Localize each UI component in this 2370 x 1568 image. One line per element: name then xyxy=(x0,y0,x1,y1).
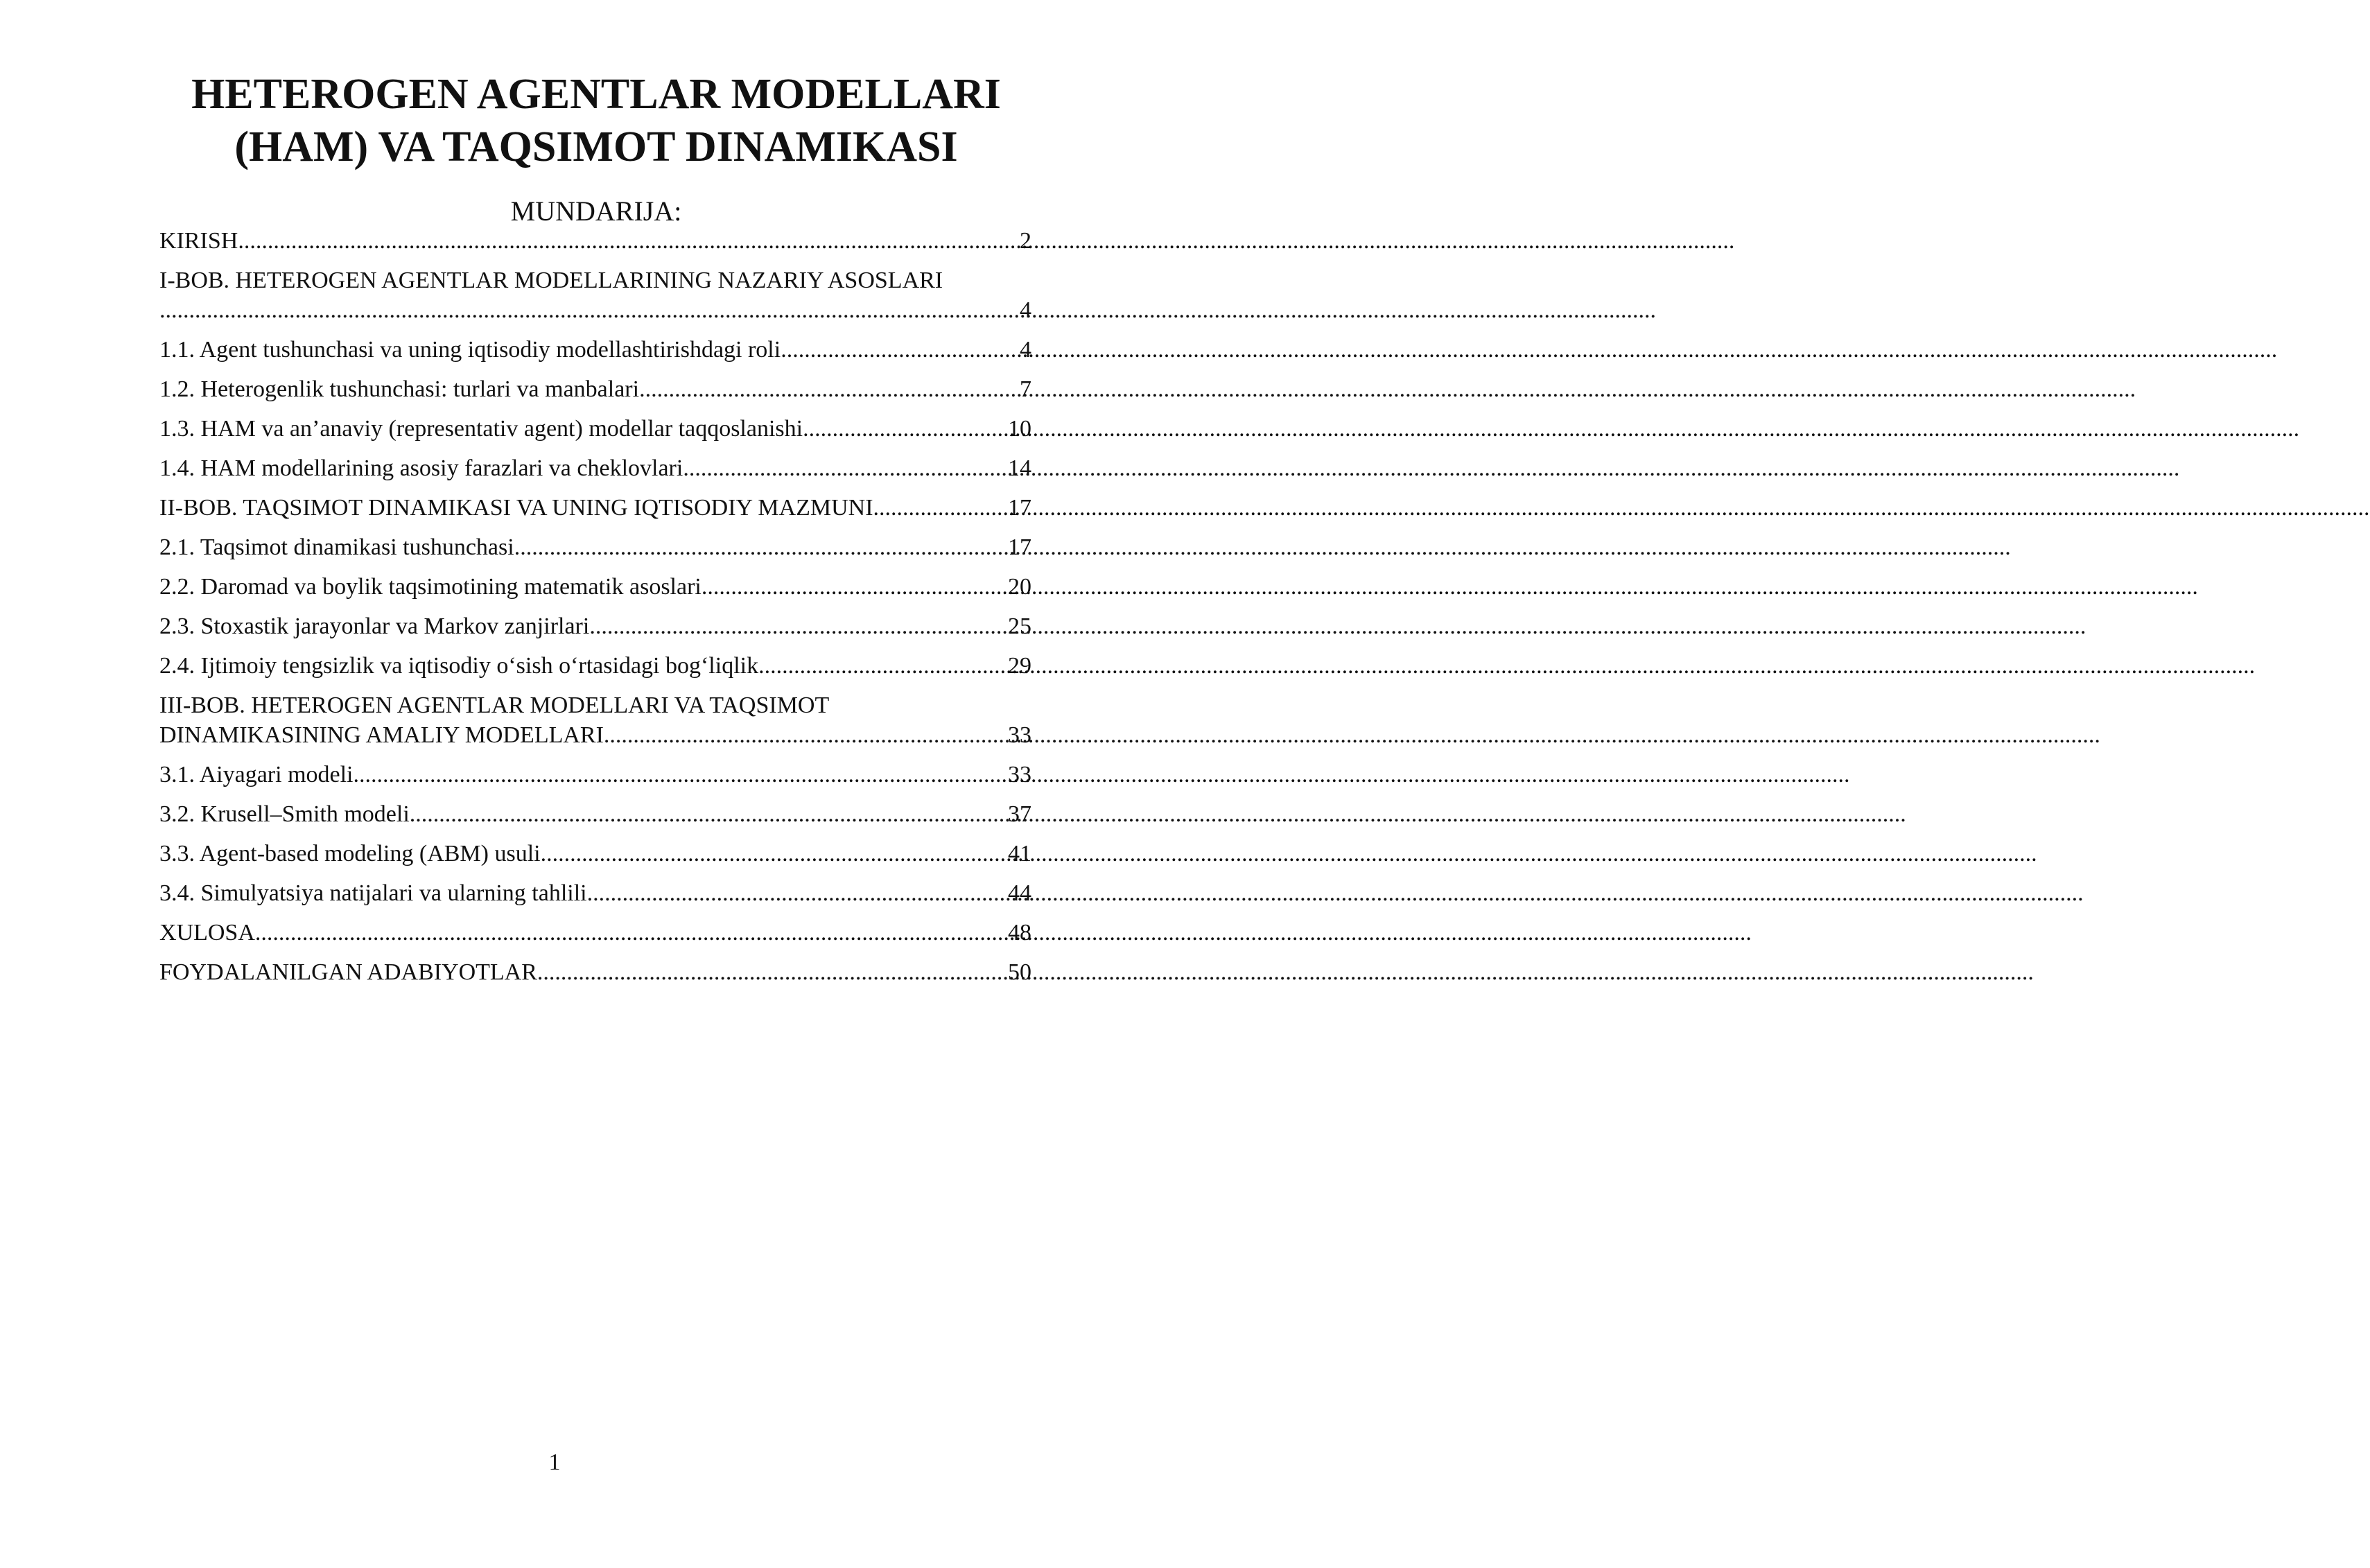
toc-entry-label: 2.4. Ijtimoiy tengsizlik va iqtisodiy o‘sish o‘rtasidagi bog‘liqlik xyxy=(159,653,759,679)
toc-entry-label: 1.4. HAM modellarining asosiy farazlari va cheklovlari xyxy=(159,455,683,481)
toc-dot-leader xyxy=(410,799,1007,829)
toc-entry-3-2[interactable] xyxy=(159,799,1031,829)
toc-entry-page: 4 xyxy=(1020,337,1031,363)
toc-entry-label: 2.2. Daromad va boylik taqsimotining matematik asoslari xyxy=(159,574,702,600)
toc-entry-chapter-2[interactable] xyxy=(159,493,1031,523)
toc-dot-leader xyxy=(541,839,1007,869)
toc-dot-leader xyxy=(702,572,1007,602)
toc-entry-page: 17 xyxy=(1008,495,1031,521)
toc-entry-2-2[interactable] xyxy=(159,572,1031,602)
toc-entry-chapter-1[interactable] xyxy=(159,265,1031,325)
toc-entry-label: 3.1. Aiyagari modeli xyxy=(159,762,354,787)
toc-dot-leader xyxy=(781,335,1018,365)
toc-entry-label: 1.3. HAM va an’anaviy (representativ agent) modellar taqqoslanishi xyxy=(159,416,803,442)
toc-entry-label: II-BOB. TAQSIMOT DINAMIKASI VA UNING IQTISODIY MAZMUNI xyxy=(159,495,873,521)
toc-entry-label: 2.3. Stoxastik jarayonlar va Markov zanjirlari xyxy=(159,613,590,639)
toc-entry-kirish[interactable] xyxy=(159,226,1031,256)
table-of-contents xyxy=(159,226,1031,997)
toc-entry-2-3[interactable] xyxy=(159,611,1031,641)
title-line-2: (HAM) VA TAQSIMOT DINAMIKASI xyxy=(234,123,958,171)
toc-entry-page: 10 xyxy=(1008,416,1031,442)
toc-entry-2-1[interactable] xyxy=(159,532,1031,562)
toc-entry-label: 1.1. Agent tushunchasi va uning iqtisodiy modellashtirishdagi roli xyxy=(159,337,781,363)
toc-dot-leader xyxy=(159,295,1018,325)
toc-entry-page: 29 xyxy=(1008,653,1031,679)
toc-entry-page: 2 xyxy=(1020,228,1031,254)
toc-entry-label: I-BOB. HETEROGEN AGENTLAR MODELLARINING NAZARIY ASOSLARI xyxy=(159,268,943,293)
toc-entry-label-line-2: DINAMIKASINING AMALIY MODELLARI xyxy=(159,722,604,748)
toc-entry-page: 41 xyxy=(1008,841,1031,866)
title-line-1: HETEROGEN AGENTLAR MODELLARI xyxy=(191,71,1001,118)
toc-entry-page: 14 xyxy=(1008,455,1031,481)
toc-entry-1-1[interactable] xyxy=(159,335,1031,365)
toc-dot-leader xyxy=(537,957,1007,987)
toc-dot-leader xyxy=(803,414,1007,444)
toc-entry-label: KIRISH xyxy=(159,228,238,254)
toc-dot-leader xyxy=(604,720,1007,750)
toc-entry-chapter-3[interactable] xyxy=(159,690,1031,750)
toc-entry-page: 48 xyxy=(1008,920,1031,946)
toc-entry-label: 3.3. Agent-based modeling (ABM) usuli xyxy=(159,841,541,866)
toc-entry-xulosa[interactable] xyxy=(159,918,1031,948)
toc-entry-label: 3.4. Simulyatsiya natijalari va ularning tahlili xyxy=(159,880,587,906)
toc-entry-page: 37 xyxy=(1008,801,1031,827)
toc-entry-label: 1.2. Heterogenlik tushunchasi: turlari va manbalari xyxy=(159,376,640,402)
toc-entry-label: XULOSA xyxy=(159,920,255,946)
toc-dot-leader xyxy=(639,374,1018,404)
toc-dot-leader xyxy=(587,878,1007,908)
toc-entry-3-3[interactable] xyxy=(159,839,1031,869)
toc-dot-leader xyxy=(758,651,1007,681)
toc-entry-label: 2.1. Taqsimot dinamikasi tushunchasi xyxy=(159,534,514,560)
toc-entry-3-4[interactable] xyxy=(159,878,1031,908)
toc-dot-leader xyxy=(255,918,1007,948)
toc-entry-page: 33 xyxy=(1008,722,1031,748)
document-page xyxy=(0,0,1109,1568)
toc-dot-leader xyxy=(514,532,1007,562)
toc-entry-page: 4 xyxy=(1020,297,1031,323)
toc-heading: MUNDARIJA: xyxy=(510,195,682,227)
toc-dot-leader xyxy=(589,611,1007,641)
page-number: 1 xyxy=(548,1449,561,1475)
toc-entry-page: 7 xyxy=(1020,376,1031,402)
toc-entry-1-3[interactable] xyxy=(159,414,1031,444)
toc-entry-label-line-1: III-BOB. HETEROGEN AGENTLAR MODELLARI VA TAQSIMOT xyxy=(159,692,830,718)
toc-entry-page: 50 xyxy=(1008,959,1031,985)
toc-entry-1-2[interactable] xyxy=(159,374,1031,404)
toc-dot-leader xyxy=(873,493,1007,523)
toc-dot-leader xyxy=(354,760,1007,790)
toc-entry-label: FOYDALANILGAN ADABIYOTLAR xyxy=(159,959,537,985)
toc-dot-leader xyxy=(683,453,1007,483)
toc-entry-references[interactable] xyxy=(159,957,1031,987)
toc-entry-page: 44 xyxy=(1008,880,1031,906)
toc-entry-page: 33 xyxy=(1008,762,1031,787)
toc-dot-leader xyxy=(238,226,1018,256)
toc-entry-2-4[interactable] xyxy=(159,651,1031,681)
toc-entry-page: 17 xyxy=(1008,534,1031,560)
toc-entry-3-1[interactable] xyxy=(159,760,1031,790)
toc-entry-page: 20 xyxy=(1008,574,1031,600)
toc-entry-1-4[interactable] xyxy=(159,453,1031,483)
toc-entry-label: 3.2. Krusell–Smith modeli xyxy=(159,801,410,827)
toc-entry-page: 25 xyxy=(1008,613,1031,639)
document-title xyxy=(159,68,1033,173)
